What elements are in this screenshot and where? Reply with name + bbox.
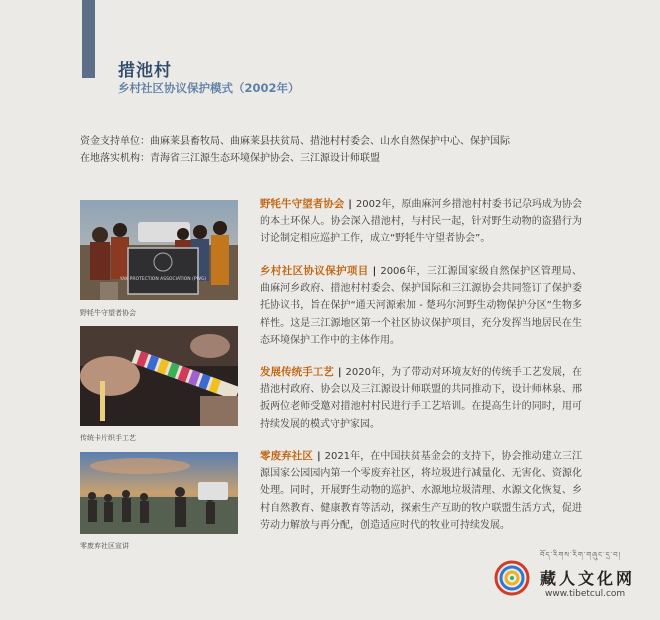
heading-separator: | bbox=[337, 367, 342, 378]
section-body: 2020年，为了带动对环境友好的传统手工艺发展，在措池村政府、协会以及三江源设计师联盟的共同推动下，设计师林泉、邢扳两位老师受邀对措池村村民进行手工艺培训。在提高生计的同时，用可持续发展的模式守护家园。 bbox=[260, 367, 583, 430]
banner-text: YAK PROTECTION ASSOCIATION (PWG) bbox=[119, 277, 207, 282]
section-body: 2002年，原曲麻河乡措池村村委书记尕玛成为协会的本土环保人。协会深入措池村，与村民一起，针对野生动物的盗猎行为讨论制定相应巡护工作，成立“野牦牛守望者协会”。 bbox=[260, 199, 583, 245]
photo-caption: 传统卡片织手工艺 bbox=[80, 434, 136, 442]
section-zero-waste bbox=[260, 448, 582, 534]
page-title: 措池村 bbox=[118, 61, 172, 81]
watermark-name: 藏人文化网 bbox=[540, 569, 636, 588]
section-body: 2021年，在中国扶贫基金会的支持下，协会推动建立三江源国家公园园内第一个零废弃社区，将垃圾进行减量化、无害化、资源化处理。同时，开展野生动物的巡护、水源地垃圾清理、水源文化恢复、乡村自然教育、健康教育等活动，探索生产互助的牧户联盟生活方式，促进劳动力解放与再分配，创造适应时代的牧业可持续发展。 bbox=[260, 451, 583, 531]
section-heading: 乡村社区协议保护项目 bbox=[260, 265, 369, 277]
accent-bar bbox=[82, 0, 95, 78]
section-community-protection bbox=[260, 263, 582, 349]
photo-caption: 野牦牛守望者协会 bbox=[80, 309, 136, 317]
section-heading: 发展传统手工艺 bbox=[260, 366, 334, 378]
photo-caption: 零废弃社区宣讲 bbox=[80, 542, 129, 550]
funding-line-implementers: 在地落实机构：青海省三江源生态环境保护协会、三江源设计师联盟 bbox=[80, 153, 380, 164]
heading-separator: | bbox=[348, 199, 352, 210]
funding-info bbox=[80, 133, 510, 167]
page-subtitle: 乡村社区协议保护模式（2002年） bbox=[118, 81, 300, 95]
photo-zero-waste bbox=[80, 452, 238, 534]
watermark-url: www.tibetcul.com bbox=[545, 589, 626, 599]
heading-separator: | bbox=[316, 451, 321, 462]
tibetcul-logo-icon bbox=[494, 560, 530, 596]
section-body: 2006年，三江源国家级自然保护区管理局、曲麻河乡政府、措池村村委会、保护国际和三江源协会共同签订了保护委托协议书，旨在保护“通天河源索加 - 楚玛尔河野生动物保护分区”生物多样性。这是三江源地区第一个社区协议保护项目，充分发挥当地居民在生态环境保护工作中的主体作用。 bbox=[260, 266, 583, 346]
heading-separator: | bbox=[372, 266, 377, 277]
section-heading: 野牦牛守望者协会 bbox=[260, 198, 345, 210]
photo-yak-association bbox=[80, 200, 238, 300]
watermark-tibetan: བོད་རིགས་རིག་གཞུང་དྲ་བ། bbox=[540, 551, 622, 559]
section-heading: 零废弃社区 bbox=[260, 450, 313, 462]
section-yak-association bbox=[260, 196, 582, 248]
funding-line-supporters: 资金支持单位：曲麻莱县畜牧局、曲麻莱县扶贫局、措池村村委会、山水自然保护中心、保护国际 bbox=[80, 136, 510, 147]
photo-weaving-craft bbox=[80, 326, 238, 426]
section-traditional-craft bbox=[260, 364, 582, 433]
